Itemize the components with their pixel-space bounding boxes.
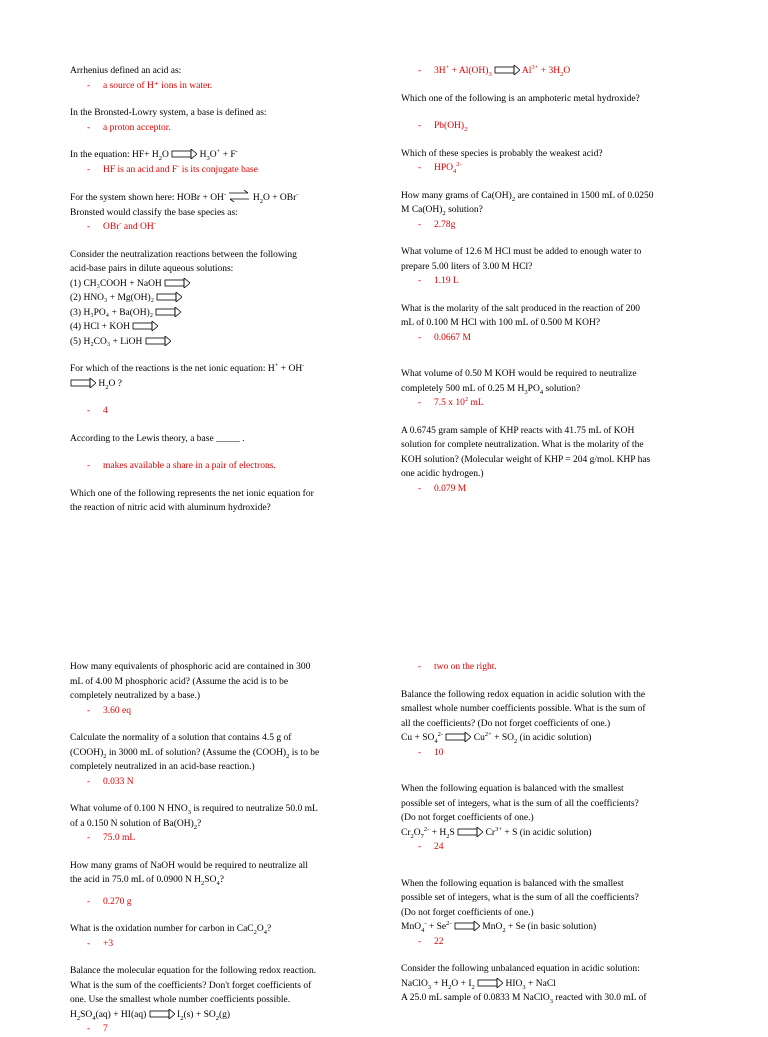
question-text: smallest whole number coefficients possible. What is the sum of <box>401 704 646 714</box>
question-text: What volume of 0.100 N $HNO_3$ is required to neutralize 50.0 mL <box>70 804 318 816</box>
answer-text: - two on the right. <box>418 662 497 672</box>
answer-text: - 75.0 mL <box>87 833 136 843</box>
reaction-item: (3) H₃PO₄ + Ba(OH)₂ <box>70 306 370 321</box>
question-text: $(COOH)_2$ in 3000 mL of solution? (Assume the $(COOH)_2$ is to be <box>70 747 320 760</box>
question-text: prepare 5.00 liters of 3.00 M HCl? <box>401 261 533 272</box>
question-text: completely 500 mL of 0.25 M $H_3PO_4$ solution? <box>401 383 581 396</box>
question-text: Balance the molecular equation for the following redox reaction. <box>70 966 317 976</box>
reaction-arrow-icon <box>155 307 181 317</box>
reaction-arrow-icon <box>454 921 480 931</box>
question-text: How many grams of $Ca(OH)_2$ are contained in 1500 mL of 0.0250 <box>401 190 654 203</box>
reaction-arrow-icon <box>164 278 190 288</box>
reaction-arrow-icon <box>445 732 471 742</box>
answer-text: - HF is an acid and F- is its conjugate base <box>87 162 258 175</box>
question-text: M $Ca(OH)_2$ solution? <box>401 205 483 217</box>
reaction-item: (5) H₂CO₃ + LiOH <box>70 335 370 350</box>
question-text: (Do not forget coefficients of one.) <box>401 907 534 918</box>
answer-text: - 0.033 N <box>87 776 134 787</box>
question-text: A 25.0 mL sample of 0.0833 M NaClO$_3$ reacted with 30.0 mL of <box>401 993 647 1005</box>
question-text: When the following equation is balanced with the smallest <box>401 878 624 889</box>
question-text: For which of the reactions is the net ionic equation: H+ + OH- <box>70 361 305 374</box>
equation-text: $Cr_2O_7^{2-} + H_2S$ $Cr^{3+} + S$ (in acidic solution) <box>401 825 592 840</box>
question-text: one acidic hydrogen.) <box>401 469 484 479</box>
question-text: all the coefficients? (Do not forget coefficients of one.) <box>401 718 611 729</box>
question-text: Consider the neutralization reactions between the following <box>70 249 297 260</box>
question-text: Which one of the following represents the net ionic equation for <box>70 488 314 499</box>
question-text: one. Use the smallest whole number coefficients possible. <box>70 995 291 1005</box>
reaction-arrow-icon <box>149 1009 175 1019</box>
question-text: mL of 0.100 M HCl with 100 mL of 0.500 M KOH? <box>401 318 601 328</box>
answer-text: - $Pb(OH)_2$ <box>418 121 468 133</box>
reaction-arrow-icon <box>70 378 96 388</box>
equilibrium-arrow-icon <box>228 190 250 202</box>
answer-text: - makes available a share in a pair of electrons. <box>87 461 276 471</box>
question-text: of a 0.150 N solution of $Ba(OH)_2$? <box>70 818 202 831</box>
question-text: For the system shown here: HOBr + OH- $H_2O + OBr^-$ <box>70 190 299 205</box>
question-text: completely neutralized in an acid-base reaction.) <box>70 762 255 772</box>
question-text: Bronsted would classify the base species as: <box>70 207 238 218</box>
question-text: A 0.6745 gram sample of KHP reacts with 41.75 mL of KOH <box>401 425 635 436</box>
answer-text: - $3H^+ + Al(OH)_3$ $Al^{3+} + 3H_2O$ <box>418 63 571 78</box>
equation-text: $Cu + SO_4^{2-}$ $Cu^{2+} + SO_2$ (in acidic solution) <box>401 730 592 745</box>
question-text: possible set of integers, what is the sum of all the coefficients? <box>401 893 639 903</box>
question-text: mL of 4.00 M phosphoric acid? (Assume the acid is to be <box>70 676 289 687</box>
question-text: What is the oxidation number for carbon in $CaC_2O_4$? <box>70 924 272 936</box>
answer-text: - 0.0667 M <box>418 332 471 343</box>
answer-text: - a source of H⁺ ions in water. <box>87 80 213 91</box>
reaction-item: (1) CH₃COOH + NaOH <box>70 277 370 292</box>
equation-text: NaClO$_3$ + $H_2O + I_2$ $HIO_3$ + NaCl <box>401 978 556 991</box>
answer-text: - 24 <box>418 842 444 852</box>
top-left-column <box>70 64 370 516</box>
answer-text: - 1.19 L <box>418 276 459 286</box>
answer-text: - 22 <box>418 936 444 947</box>
question-text: Which of these species is probably the weakest acid? <box>401 148 603 159</box>
reaction-arrow-icon <box>457 827 483 837</box>
question-text: When the following equation is balanced with the smallest <box>401 784 624 794</box>
bottom-right-column <box>401 660 701 1006</box>
question-text: According to the Lewis theory, a base _____ . <box>70 433 245 444</box>
question-text: What volume of 0.50 M KOH would be required to neutralize <box>401 369 637 379</box>
question-text: What is the sum of the coefficients? Don't forget coefficients of <box>70 980 312 991</box>
question-text: Which one of the following is an amphoteric metal hydroxide? <box>401 93 640 104</box>
question-text: $H_2SO_4(aq) + HI(aq)$ $I_2(s) + SO_2(g)$ <box>70 1009 231 1022</box>
answer-text: - 7.5 x $10^2$ mL <box>418 395 484 408</box>
answer-text: - 3.60 eq <box>87 705 131 716</box>
question-text: In the equation: $HF+ H_2O$ $H_3O^+ + F^-$ <box>70 147 238 162</box>
question-text: completely neutralized by a base.) <box>70 691 201 701</box>
question-text: Balance the following redox equation in acidic solution with the <box>401 689 646 700</box>
answer-text: - 4 <box>87 406 108 416</box>
answer-text: - 7 <box>87 1024 108 1034</box>
answer-text: - a proton acceptor. <box>87 122 171 133</box>
question-text: KOH solution? (Molecular weight of KHP = 204 g/mol. KHP has <box>401 454 651 465</box>
question-text: the acid in 75.0 mL of 0.0900 N $H_2SO_4$? <box>70 875 224 887</box>
reaction-arrow-icon <box>171 149 197 159</box>
question-text: What volume of 12.6 M HCl must be added to enough water to <box>401 247 642 257</box>
reaction-arrow-icon <box>132 321 158 331</box>
reaction-arrow-icon <box>156 292 182 302</box>
question-text: $H_2O$ ? <box>70 377 370 392</box>
question-text: (Do not forget coefficients of one.) <box>401 813 534 823</box>
reaction-arrow-icon <box>494 65 520 75</box>
answer-text: - OBr- and OH- <box>87 219 156 232</box>
question-text: solution for complete neutralization. What is the molarity of the <box>401 440 644 450</box>
bottom-left-column <box>70 660 370 1037</box>
answer-text: - +3 <box>87 938 114 949</box>
question-text: In the Bronsted-Lowry system, a base is defined as: <box>70 108 267 118</box>
answer-text: - $HPO_4^{2-}$ <box>418 160 462 175</box>
reaction-item: (2) HNO₃ + Mg(OH)₂ <box>70 291 370 306</box>
equation-text: $MnO_4^- + Se^{2-}$ MnO$_2$ + Se (in basic solution) <box>401 919 597 934</box>
question-text: How many grams of NaOH would be required to neutralize all <box>70 860 308 871</box>
reaction-arrow-icon <box>477 978 503 988</box>
question-text: possible set of integers, what is the sum of all the coefficients? <box>401 798 639 809</box>
answer-text: - 0.270 g <box>87 896 132 907</box>
question-text: Calculate the normality of a solution that contains 4.5 g of <box>70 733 292 743</box>
answer-text: - 0.079 M <box>418 483 467 494</box>
question-text: the reaction of nitric acid with aluminum hydroxide? <box>70 503 271 513</box>
reaction-item: (4) HCl + KOH <box>70 320 370 335</box>
answer-text: - 10 <box>418 747 444 758</box>
question-text: How many equivalents of phosphoric acid are contained in 300 <box>70 662 311 672</box>
top-right-column <box>401 64 701 496</box>
reaction-arrow-icon <box>145 336 171 346</box>
question-text: Arrhenius defined an acid as: <box>70 66 182 76</box>
question-text: What is the molarity of the salt produced in the reaction of 200 <box>401 303 641 314</box>
question-text: Consider the following unbalanced equation in acidic solution: <box>401 964 640 974</box>
answer-text: - 2.78g <box>418 219 456 230</box>
question-text: acid-base pairs in dilute aqueous solutions: <box>70 264 234 274</box>
